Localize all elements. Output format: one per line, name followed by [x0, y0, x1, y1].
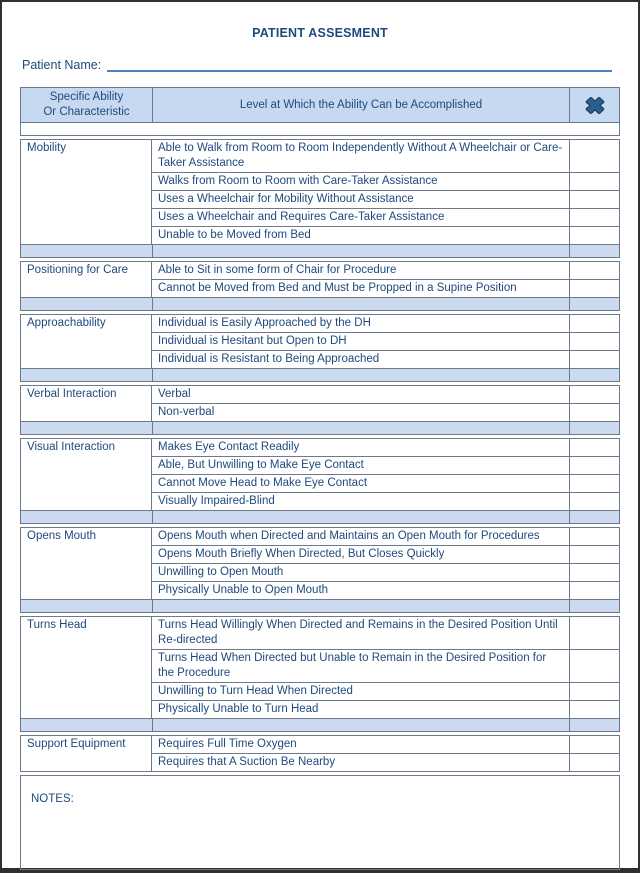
option-row: [152, 456, 619, 474]
option-row: [152, 700, 619, 718]
table-header-block: [20, 87, 620, 136]
option-text: Opens Mouth when Directed and Maintains an Open Mouth for Procedures: [158, 530, 540, 542]
separator-cell: [152, 245, 569, 257]
separator-cell: [152, 600, 569, 612]
separator-cell: [569, 245, 619, 257]
option-text: Makes Eye Contact Readily: [158, 441, 300, 453]
section-grid: [21, 439, 619, 510]
option-row: [152, 140, 619, 172]
option-text: Opens Mouth Briefly When Directed, But Closes Quickly: [158, 548, 445, 560]
sections-container: [20, 139, 620, 772]
section-label: Visual Interaction: [21, 439, 152, 510]
separator-row: [21, 421, 619, 434]
option-row: [152, 682, 619, 700]
option-text: Cannot be Moved from Bed and Must be Propped in a Supine Position: [158, 282, 517, 294]
separator-row: [21, 718, 619, 731]
option-row: [152, 226, 619, 244]
separator-cell: [569, 600, 619, 612]
option-rows: [152, 262, 619, 297]
separator-cell: [21, 245, 152, 257]
section-label: Support Equipment: [21, 736, 152, 771]
option-row: [152, 581, 619, 599]
separator-cell: [569, 511, 619, 523]
table-header-row: [21, 88, 619, 122]
notes-label: NOTES:: [31, 793, 74, 805]
section-grid: [21, 386, 619, 421]
spacer-row: [21, 122, 619, 135]
check-cell[interactable]: [569, 262, 619, 279]
x-mark-icon: [583, 96, 607, 115]
separator-row: [21, 368, 619, 381]
separator-cell: [21, 369, 152, 381]
section-label: Approachability: [21, 315, 152, 368]
section-positioning-for-care: [20, 261, 620, 311]
section-grid: [21, 528, 619, 599]
option-text: Requires Full Time Oxygen: [158, 738, 297, 750]
separator-cell: [152, 369, 569, 381]
assessment-table: [20, 87, 620, 870]
separator-cell: [569, 719, 619, 731]
option-row: [152, 474, 619, 492]
option-text: Verbal: [158, 388, 191, 400]
check-cell[interactable]: [569, 404, 619, 421]
header-ability-column: [21, 88, 152, 122]
separator-cell: [569, 298, 619, 310]
option-row: [152, 528, 619, 545]
option-row: [152, 649, 619, 682]
separator-cell: [152, 511, 569, 523]
section-grid: [21, 140, 619, 244]
check-cell[interactable]: [569, 493, 619, 510]
option-text: Walks from Room to Room with Care-Taker Assistance: [158, 175, 438, 187]
section-label: Opens Mouth: [21, 528, 152, 599]
separator-row: [21, 297, 619, 310]
section-label: Mobility: [21, 140, 152, 244]
check-cell[interactable]: [569, 564, 619, 581]
separator-cell: [569, 369, 619, 381]
option-row: [152, 315, 619, 332]
option-text: Unwilling to Turn Head When Directed: [158, 685, 353, 697]
option-rows: [152, 140, 619, 244]
check-cell[interactable]: [569, 475, 619, 492]
section-mobility: [20, 139, 620, 258]
section-opens-mouth: [20, 527, 620, 613]
separator-cell: [21, 422, 152, 434]
option-row: [152, 439, 619, 456]
option-text: Unable to be Moved from Bed: [158, 229, 311, 241]
section-visual-interaction: [20, 438, 620, 524]
section-approachability: [20, 314, 620, 382]
separator-cell: [21, 298, 152, 310]
option-text: Unwilling to Open Mouth: [158, 566, 284, 578]
option-text: Uses a Wheelchair for Mobility Without Assistance: [158, 193, 414, 205]
check-cell[interactable]: [569, 140, 619, 172]
option-text: Able to Walk from Room to Room Independently Without A Wheelchair or Care-Taker Assistance: [158, 142, 563, 169]
option-rows: [152, 386, 619, 421]
check-cell[interactable]: [569, 439, 619, 456]
check-cell[interactable]: [569, 736, 619, 753]
option-text: Individual is Easily Approached by the DH: [158, 317, 371, 329]
option-text: Visually Impaired-Blind: [158, 495, 275, 507]
check-cell[interactable]: [569, 386, 619, 403]
header-check-column: [569, 88, 619, 122]
check-cell[interactable]: [569, 683, 619, 700]
option-rows: [152, 315, 619, 368]
check-cell[interactable]: [569, 173, 619, 190]
check-cell[interactable]: [569, 351, 619, 368]
option-text: Able to Sit in some form of Chair for Procedure: [158, 264, 397, 276]
header-ability-line1: Specific Ability: [49, 91, 124, 103]
option-row: [152, 172, 619, 190]
option-row: [152, 563, 619, 581]
separator-cell: [21, 600, 152, 612]
header-ability-line2: Or Characteristic: [43, 106, 130, 118]
separator-cell: [569, 422, 619, 434]
option-rows: [152, 617, 619, 718]
patient-name-row: [22, 57, 618, 72]
option-row: [152, 492, 619, 510]
check-cell[interactable]: [569, 191, 619, 208]
section-grid: [21, 617, 619, 718]
section-label: Turns Head: [21, 617, 152, 718]
separator-row: [21, 599, 619, 612]
check-cell[interactable]: [569, 546, 619, 563]
option-text: Individual is Hesitant but Open to DH: [158, 335, 347, 347]
option-row: [152, 332, 619, 350]
check-cell[interactable]: [569, 650, 619, 682]
option-row: [152, 753, 619, 771]
check-cell[interactable]: [569, 617, 619, 649]
patient-name-input-line[interactable]: [107, 57, 612, 72]
section-grid: [21, 315, 619, 368]
section-grid: [21, 262, 619, 297]
check-cell[interactable]: [569, 457, 619, 474]
option-row: [152, 617, 619, 649]
option-row: [152, 403, 619, 421]
separator-cell: [152, 719, 569, 731]
option-row: [152, 386, 619, 403]
check-cell[interactable]: [569, 701, 619, 718]
check-cell[interactable]: [569, 582, 619, 599]
section-grid: [21, 736, 619, 771]
option-rows: [152, 736, 619, 771]
header-level-column: Level at Which the Ability Can be Accomplished: [152, 88, 569, 122]
check-cell[interactable]: [569, 280, 619, 297]
option-text: Physically Unable to Open Mouth: [158, 584, 329, 596]
option-row: [152, 350, 619, 368]
option-text: Turns Head Willingly When Directed and Remains in the Desired Position Until Re-directed: [158, 619, 558, 646]
option-row: [152, 190, 619, 208]
option-text: Turns Head When Directed but Unable to Remain in the Desired Position for the Procedure: [158, 652, 547, 679]
separator-cell: [152, 422, 569, 434]
option-text: Physically Unable to Turn Head: [158, 703, 319, 715]
section-support-equipment: [20, 735, 620, 772]
check-cell[interactable]: [569, 754, 619, 771]
option-row: [152, 208, 619, 226]
section-label: Verbal Interaction: [21, 386, 152, 421]
separator-cell: [152, 298, 569, 310]
check-cell[interactable]: [569, 528, 619, 545]
separator-row: [21, 244, 619, 257]
option-text: Non-verbal: [158, 406, 215, 418]
option-text: Uses a Wheelchair and Requires Care-Taker Assistance: [158, 211, 445, 223]
check-cell[interactable]: [569, 315, 619, 332]
option-text: Individual is Resistant to Being Approached: [158, 353, 380, 365]
separator-cell: [21, 511, 152, 523]
option-row: [152, 545, 619, 563]
separator-row: [21, 510, 619, 523]
option-row: [152, 736, 619, 753]
patient-name-label: Patient Name:: [22, 58, 102, 72]
option-text: Cannot Move Head to Make Eye Contact: [158, 477, 368, 489]
section-verbal-interaction: [20, 385, 620, 435]
section-label: Positioning for Care: [21, 262, 152, 297]
option-rows: [152, 528, 619, 599]
option-row: [152, 262, 619, 279]
section-turns-head: [20, 616, 620, 732]
check-cell[interactable]: [569, 209, 619, 226]
option-row: [152, 279, 619, 297]
separator-cell: [21, 719, 152, 731]
page-title: PATIENT ASSESMENT: [252, 26, 388, 40]
option-text: Requires that A Suction Be Nearby: [158, 756, 336, 768]
option-text: Able, But Unwilling to Make Eye Contact: [158, 459, 364, 471]
option-rows: [152, 439, 619, 510]
check-cell[interactable]: [569, 333, 619, 350]
check-cell[interactable]: [569, 227, 619, 244]
notes-section[interactable]: [20, 775, 620, 870]
